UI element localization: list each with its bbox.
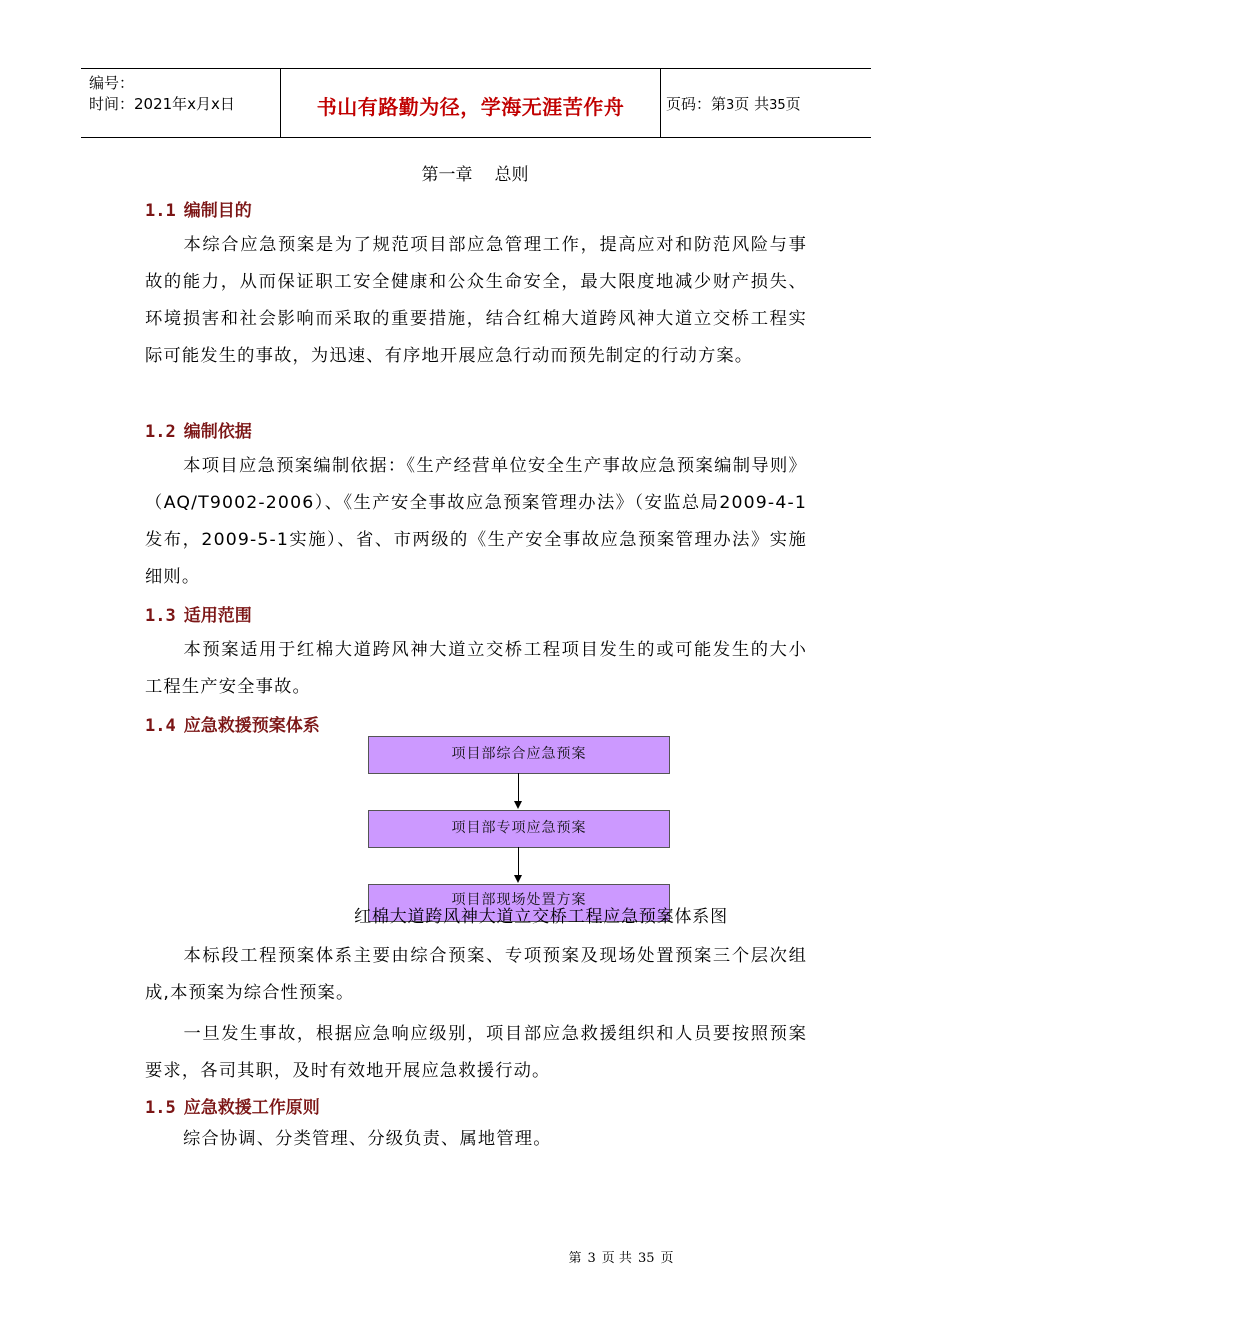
section-title: 应急救援预案体系 (183, 716, 320, 736)
header-page-cell (660, 69, 871, 137)
page-code (666, 93, 801, 114)
section-heading-1-5 (145, 1093, 320, 1118)
section-heading-1-4 (145, 711, 320, 736)
paragraph-response (145, 1016, 807, 1090)
flowchart-box-comprehensive-plan: 项目部综合应急预案 (368, 736, 670, 774)
paragraph-system (145, 938, 807, 1012)
paragraph-text: 本预案适用于红棉大道跨风神大道立交桥工程项目发生的或可能发生的大小工程生产安全事故。 (145, 640, 807, 697)
paragraph-text: 本综合应急预案是为了规范项目部应急管理工作，提高应对和防范风险与事故的能力，从而保证职工安全健康和公众生命安全，最大限度地减少财产损失、环境损害和社会影响而采取的重要措施，结合红棉大道跨风神大道立交桥工程实际可能发生的事故，为迅速、有序地开展应急行动而预先制定的行动方案。 (145, 235, 807, 366)
figure-caption: 红棉大道跨风神大道立交桥工程应急预案体系图 (354, 907, 728, 927)
footer-prefix: 第 (568, 1251, 582, 1266)
paragraph-text: 综合协调、分类管理、分级负责、属地管理。 (183, 1129, 552, 1149)
section-title: 应急救援工作原则 (183, 1098, 320, 1118)
flowchart-box-onsite-plan: 项目部现场处置方案 (368, 884, 670, 922)
page-code-mid: 页 共 (734, 95, 770, 113)
flowchart-connector (518, 847, 519, 875)
section-number: 1.1 (145, 201, 176, 221)
header-motto-cell (280, 69, 661, 137)
footer-total-pages: 35 (637, 1251, 655, 1266)
paragraph-scope (145, 632, 807, 706)
motto-text: 书山有路勤为径，学海无涯苦作舟 (316, 95, 625, 119)
document-number-label: 编号： (89, 74, 135, 92)
section-title: 编制依据 (183, 422, 252, 442)
page-code-total: 35 (769, 98, 786, 113)
section-title: 适用范围 (183, 606, 252, 626)
arrow-down-icon (514, 875, 522, 883)
chapter-number: 第一章 (421, 165, 473, 185)
footer-current-page: 3 (587, 1251, 596, 1266)
section-number: 1.5 (145, 1098, 176, 1118)
page-code-prefix: 页码：第 (666, 95, 727, 113)
section-number: 1.3 (145, 606, 176, 626)
chapter-title (0, 160, 950, 185)
page-code-suffix: 页 (785, 95, 801, 113)
section-number: 1.4 (145, 716, 176, 736)
section-title: 编制目的 (183, 201, 252, 221)
footer-mid: 页 共 (601, 1251, 632, 1266)
flowchart-box-clip (368, 884, 670, 908)
arrow-down-icon (514, 801, 522, 809)
section-number: 1.2 (145, 422, 176, 442)
paragraph-text: 一旦发生事故，根据应急响应级别，项目部应急救援组织和人员要按照预案要求，各司其职，及时有效地开展应急救援行动。 (145, 1024, 807, 1081)
page-code-current: 3 (726, 98, 735, 113)
section-heading-1-2 (145, 417, 252, 442)
section-heading-1-1 (145, 196, 252, 221)
flowchart-box-special-plan: 项目部专项应急预案 (368, 810, 670, 848)
paragraph-basis (145, 448, 807, 596)
document-time-label: 时间：2021年x月x日 (89, 95, 235, 113)
paragraph-text: 本项目应急预案编制依据：《生产经营单位安全生产事故应急预案编制导则》（AQ/T9002-2006）、《生产安全事故应急预案管理办法》（安监总局2009-4-1发布，2009-5-1实施）、省、市两级的《生产安全事故应急预案管理办法》实施细则。 (145, 456, 807, 587)
header-left-cell (81, 69, 280, 137)
page-header (81, 68, 871, 138)
paragraph-principles (145, 1121, 807, 1158)
flowchart-connector (518, 773, 519, 801)
paragraph-text: 本标段工程预案体系主要由综合预案、专项预案及现场处置预案三个层次组成,本预案为综合性预案。 (145, 946, 807, 1003)
paragraph-purpose (145, 227, 807, 375)
footer-suffix: 页 (660, 1251, 674, 1266)
chapter-name: 总则 (494, 165, 529, 185)
section-heading-1-3 (145, 601, 252, 626)
page-footer (0, 1247, 1242, 1266)
